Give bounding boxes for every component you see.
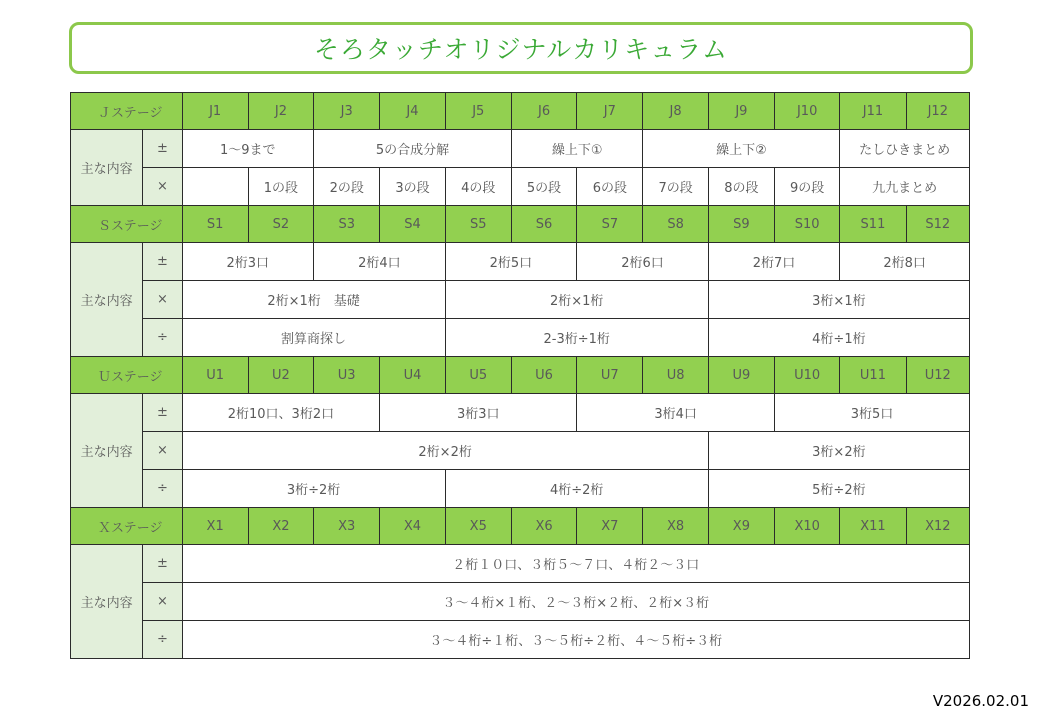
level-cell: X6 bbox=[511, 508, 576, 545]
content-cell: 5の合成分解 bbox=[314, 130, 512, 168]
operation-symbol: ± bbox=[143, 545, 182, 583]
content-cell: 2桁5口 bbox=[445, 243, 577, 281]
level-cell: X11 bbox=[840, 508, 906, 545]
stage-header-row bbox=[71, 93, 970, 130]
content-cell: 4桁÷2桁 bbox=[445, 470, 708, 508]
stage-name: Ｘステージ bbox=[71, 508, 183, 545]
curriculum-table bbox=[70, 92, 970, 659]
level-cell: U2 bbox=[248, 357, 313, 394]
level-cell: U11 bbox=[840, 357, 906, 394]
category-label: 主な内容 bbox=[71, 243, 143, 357]
level-cell: U6 bbox=[511, 357, 576, 394]
stage-header-row bbox=[71, 357, 970, 394]
level-cell: J6 bbox=[511, 93, 576, 130]
page-title: そろタッチオリジナルカリキュラム bbox=[313, 35, 728, 64]
content-cell: 2桁7口 bbox=[708, 243, 840, 281]
level-cell: S3 bbox=[314, 206, 380, 243]
operation-symbol: ± bbox=[143, 130, 182, 168]
stage-name: Ｕステージ bbox=[71, 357, 183, 394]
level-cell: U12 bbox=[906, 357, 969, 394]
level-cell: S8 bbox=[643, 206, 708, 243]
content-row bbox=[71, 432, 970, 470]
content-cell: 3桁×1桁 bbox=[708, 281, 969, 319]
content-cell: 1の段 bbox=[248, 168, 313, 206]
operation-symbol: ÷ bbox=[143, 470, 182, 508]
content-cell: ２桁１０口、３桁５～７口、４桁２～３口 bbox=[182, 545, 970, 583]
level-cell: J5 bbox=[445, 93, 511, 130]
level-cell: X4 bbox=[380, 508, 445, 545]
level-cell: S2 bbox=[248, 206, 313, 243]
operation-symbol: ± bbox=[143, 243, 182, 281]
level-cell: J4 bbox=[380, 93, 445, 130]
content-row bbox=[71, 621, 970, 659]
content-cell: 2の段 bbox=[314, 168, 380, 206]
level-cell: S10 bbox=[775, 206, 840, 243]
content-cell: 3桁3口 bbox=[380, 394, 577, 432]
level-cell: S7 bbox=[577, 206, 643, 243]
operation-symbol: × bbox=[143, 281, 182, 319]
operation-symbol: ÷ bbox=[143, 319, 182, 357]
content-cell: 9の段 bbox=[775, 168, 840, 206]
level-cell: S4 bbox=[380, 206, 445, 243]
content-cell: 3の段 bbox=[380, 168, 445, 206]
level-cell: S6 bbox=[511, 206, 576, 243]
level-cell: J3 bbox=[314, 93, 380, 130]
level-cell: U10 bbox=[775, 357, 840, 394]
content-cell: 繰上下② bbox=[643, 130, 840, 168]
level-cell: X2 bbox=[248, 508, 313, 545]
content-cell: 繰上下① bbox=[511, 130, 643, 168]
content-cell bbox=[182, 168, 248, 206]
content-cell: 5の段 bbox=[511, 168, 576, 206]
stage-name: Ｓステージ bbox=[71, 206, 183, 243]
level-cell: J11 bbox=[840, 93, 906, 130]
content-cell: 5桁÷2桁 bbox=[708, 470, 969, 508]
content-cell: 2桁×1桁 bbox=[445, 281, 708, 319]
stage-name: Ｊステージ bbox=[71, 93, 183, 130]
level-cell: X7 bbox=[577, 508, 643, 545]
content-cell: 3桁×2桁 bbox=[708, 432, 969, 470]
level-cell: U9 bbox=[708, 357, 774, 394]
level-cell: U1 bbox=[182, 357, 248, 394]
content-cell: 6の段 bbox=[577, 168, 643, 206]
level-cell: J9 bbox=[708, 93, 774, 130]
content-cell: 8の段 bbox=[708, 168, 774, 206]
content-cell: 4の段 bbox=[445, 168, 511, 206]
level-cell: J8 bbox=[643, 93, 708, 130]
content-cell: 3桁4口 bbox=[577, 394, 775, 432]
level-cell: U4 bbox=[380, 357, 445, 394]
level-cell: X12 bbox=[906, 508, 969, 545]
content-row bbox=[71, 545, 970, 583]
level-cell: U3 bbox=[314, 357, 380, 394]
level-cell: U5 bbox=[445, 357, 511, 394]
level-cell: J12 bbox=[906, 93, 969, 130]
level-cell: U8 bbox=[643, 357, 708, 394]
title-box bbox=[69, 22, 973, 74]
content-row bbox=[71, 168, 970, 206]
stage-header-row bbox=[71, 206, 970, 243]
level-cell: S9 bbox=[708, 206, 774, 243]
stage-header-row bbox=[71, 508, 970, 545]
level-cell: S12 bbox=[906, 206, 969, 243]
content-cell: 2桁4口 bbox=[314, 243, 446, 281]
level-cell: J7 bbox=[577, 93, 643, 130]
content-cell: 3桁÷2桁 bbox=[182, 470, 445, 508]
level-cell: J1 bbox=[182, 93, 248, 130]
content-cell: 1～9まで bbox=[182, 130, 314, 168]
operation-symbol: × bbox=[143, 432, 182, 470]
level-cell: S5 bbox=[445, 206, 511, 243]
content-cell: 2桁8口 bbox=[840, 243, 970, 281]
operation-symbol: ± bbox=[143, 394, 182, 432]
content-row bbox=[71, 130, 970, 168]
level-cell: J10 bbox=[775, 93, 840, 130]
content-cell: 割算商探し bbox=[182, 319, 445, 357]
level-cell: U7 bbox=[577, 357, 643, 394]
content-cell: ３～４桁×１桁、２～３桁×２桁、２桁×３桁 bbox=[182, 583, 970, 621]
level-cell: X8 bbox=[643, 508, 708, 545]
level-cell: X1 bbox=[182, 508, 248, 545]
operation-symbol: × bbox=[143, 583, 182, 621]
content-cell: 7の段 bbox=[643, 168, 708, 206]
level-cell: X3 bbox=[314, 508, 380, 545]
content-cell: 3桁5口 bbox=[775, 394, 970, 432]
level-cell: J2 bbox=[248, 93, 313, 130]
level-cell: X9 bbox=[708, 508, 774, 545]
content-cell: 2桁10口、3桁2口 bbox=[182, 394, 380, 432]
level-cell: X5 bbox=[445, 508, 511, 545]
content-cell: 2桁6口 bbox=[577, 243, 709, 281]
level-cell: S1 bbox=[182, 206, 248, 243]
content-row bbox=[71, 394, 970, 432]
content-cell: 九九まとめ bbox=[840, 168, 970, 206]
content-cell: 4桁÷1桁 bbox=[708, 319, 969, 357]
content-row bbox=[71, 470, 970, 508]
content-cell: 2-3桁÷1桁 bbox=[445, 319, 708, 357]
content-cell: 2桁3口 bbox=[182, 243, 314, 281]
operation-symbol: ÷ bbox=[143, 621, 182, 659]
level-cell: X10 bbox=[775, 508, 840, 545]
content-cell: 2桁×2桁 bbox=[182, 432, 708, 470]
content-row bbox=[71, 243, 970, 281]
content-row bbox=[71, 583, 970, 621]
category-label: 主な内容 bbox=[71, 130, 143, 206]
category-label: 主な内容 bbox=[71, 545, 143, 659]
content-row bbox=[71, 281, 970, 319]
level-cell: S11 bbox=[840, 206, 906, 243]
version-label: V2026.02.01 bbox=[932, 692, 1029, 710]
content-cell: ３～４桁÷１桁、３～５桁÷２桁、４～５桁÷３桁 bbox=[182, 621, 970, 659]
content-row bbox=[71, 319, 970, 357]
category-label: 主な内容 bbox=[71, 394, 143, 508]
operation-symbol: × bbox=[143, 168, 182, 206]
content-cell: たしひきまとめ bbox=[840, 130, 970, 168]
content-cell: 2桁×1桁 基礎 bbox=[182, 281, 445, 319]
